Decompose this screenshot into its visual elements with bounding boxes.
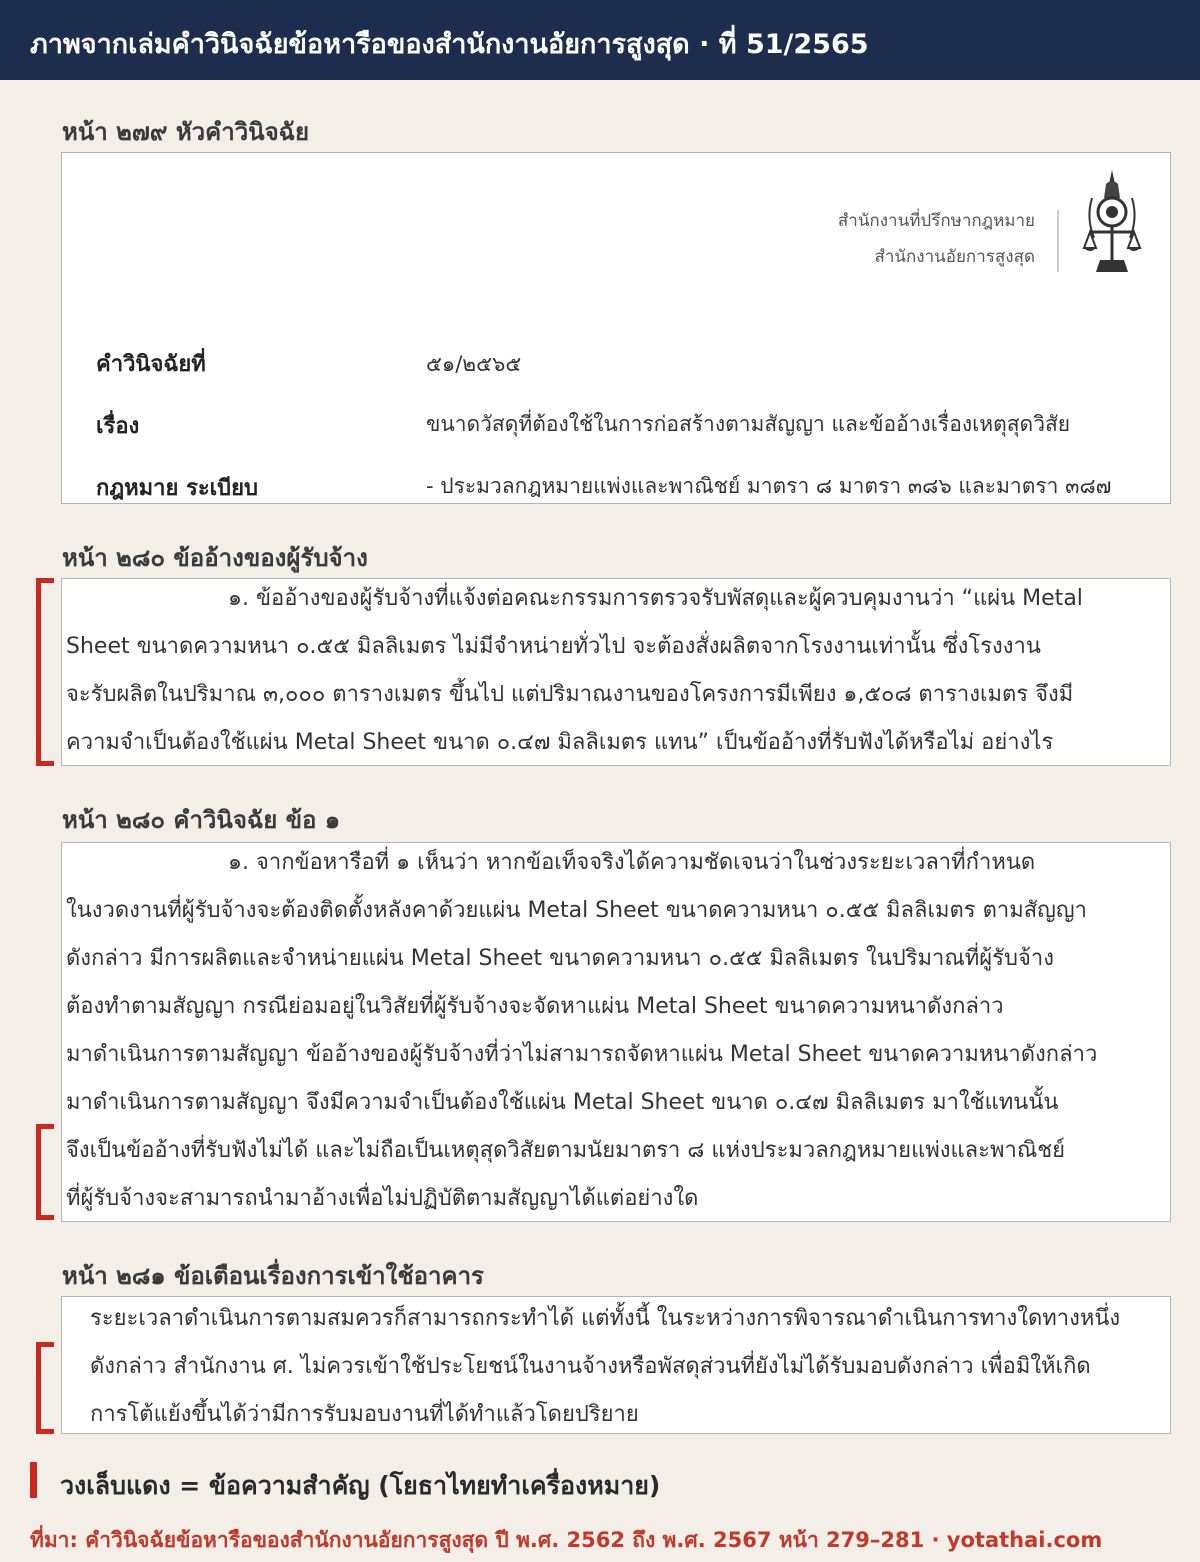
claim-line: ๑. ข้ออ้างของผู้รับจ้างที่แจ้งต่อคณะกรรมการตรวจรับพัสดุและผู้ควบคุมงานว่า “แผ่น Metal xyxy=(228,586,1083,611)
ruling-number-label: คำวินิจฉัยที่ xyxy=(96,352,206,377)
ruling-line: ๑. จากข้อหารือที่ ๑ เห็นว่า หากข้อเท็จจริงได้ความชัดเจนว่าในช่วงระยะเวลาที่กำหนด xyxy=(228,850,1036,875)
claim-line: Sheet ขนาดความหนา ๐.๕๕ มิลลิเมตร ไม่มีจำหน่ายทั่วไป จะต้องสั่งผลิตจากโรงงานเท่านั้น ซึ่งโรงงาน xyxy=(66,634,1041,659)
document-heading-box xyxy=(61,152,1171,504)
ruling-line: ต้องทำตามสัญญา กรณีย่อมอยู่ในวิสัยที่ผู้รับจ้างจะจัดหาแผ่น Metal Sheet ขนาดความหนาดังกล่าว xyxy=(66,994,1004,1019)
ruling-number-value: ๕๑/๒๕๖๕ xyxy=(426,352,522,376)
highlight-bracket xyxy=(36,578,54,766)
ruling-line: มาดำเนินการตามสัญญา ข้ออ้างของผู้รับจ้างที่ว่าไม่สามารถจัดหาแผ่น Metal Sheet ขนาดความหนาดังกล่าว xyxy=(66,1042,1098,1067)
legend-text: วงเล็บแดง = ข้อความสำคัญ (โยธาไทยทำเครื่องหมาย) xyxy=(60,1471,661,1500)
ruling-line: มาดำเนินการตามสัญญา จึงมีความจำเป็นต้องใช้แผ่น Metal Sheet ขนาด ๐.๔๗ มิลลิเมตร มาใช้แทนนั้น xyxy=(66,1090,1059,1115)
section-title-heading: หน้า ๒๗๙ หัวคำวินิจฉัย xyxy=(62,118,310,146)
subject-label: เรื่อง xyxy=(96,414,140,439)
warning-line: ระยะเวลาดำเนินการตามสมควรก็สามารถกระทำได้ แต่ทั้งนี้ ในระหว่างการพิจารณาดำเนินการทางใดทางหนึ่ง xyxy=(90,1306,1121,1331)
law-value: - ประมวลกฎหมายแพ่งและพาณิชย์ มาตรา ๘ มาตรา ๓๘๖ และมาตรา ๓๘๗ xyxy=(426,474,1112,498)
subject-value: ขนาดวัสดุที่ต้องใช้ในการก่อสร้างตามสัญญา และข้ออ้างเรื่องเหตุสุดวิสัย xyxy=(426,412,1071,436)
legend-marker xyxy=(30,1462,37,1498)
claim-line: จะรับผลิตในปริมาณ ๓,๐๐๐ ตารางเมตร ขึ้นไป แต่ปริมาณงานของโครงการมีเพียง ๑,๕๐๘ ตารางเมตร จึงมี xyxy=(66,682,1074,707)
org-name-line2: สำนักงานอัยการสูงสุด xyxy=(874,247,1035,267)
ruling-line: ที่ผู้รับจ้างจะสามารถนำมาอ้างเพื่อไม่ปฏิบัติตามสัญญาได้แต่อย่างใด xyxy=(66,1186,699,1211)
claim-line: ความจำเป็นต้องใช้แผ่น Metal Sheet ขนาด ๐.๔๗ มิลลิเมตร แทน” เป็นข้ออ้างที่รับฟังได้หรือไม่ อย่างไร xyxy=(66,730,1054,755)
page-header xyxy=(0,0,1200,80)
ruling-line: จึงเป็นข้ออ้างที่รับฟังไม่ได้ และไม่ถือเป็นเหตุสุดวิสัยตามนัยมาตรา ๘ แห่งประมวลกฎหมายแพ่งและพาณิชย์ xyxy=(66,1138,1066,1163)
org-name-line1: สำนักงานที่ปรึกษากฎหมาย xyxy=(837,211,1035,231)
section-title-ruling: หน้า ๒๘๐ คำวินิจฉัย ข้อ ๑ xyxy=(62,806,341,834)
divider xyxy=(1057,210,1059,272)
ruling-line: ในงวดงานที่ผู้รับจ้างจะต้องติดตั้งหลังคาด้วยแผ่น Metal Sheet ขนาดความหนา ๐.๕๕ มิลลิเมตร ตามสัญญา xyxy=(66,898,1088,923)
ruling-line: ดังกล่าว มีการผลิตและจำหน่ายแผ่น Metal Sheet ขนาดความหนา ๐.๕๕ มิลลิเมตร ในปริมาณที่ผู้รับจ้าง xyxy=(66,946,1054,971)
warning-line: ดังกล่าว สำนักงาน ศ. ไม่ควรเข้าใช้ประโยชน์ในงานจ้างหรือพัสดุส่วนที่ยังไม่ได้รับมอบดังกล่าว เพื่อมิให้เกิด xyxy=(90,1354,1091,1379)
justice-scales-emblem-icon xyxy=(1082,168,1142,276)
section-title-warning: หน้า ๒๘๑ ข้อเตือนเรื่องการเข้าใช้อาคาร xyxy=(62,1262,484,1290)
highlight-bracket xyxy=(36,1124,54,1220)
section-title-claim: หน้า ๒๘๐ ข้ออ้างของผู้รับจ้าง xyxy=(62,544,368,572)
warning-line: การโต้แย้งขึ้นได้ว่ามีการรับมอบงานที่ได้ทำแล้วโดยปริยาย xyxy=(90,1402,639,1427)
law-label: กฎหมาย ระเบียบ xyxy=(96,476,258,501)
source-credit: ที่มา: คำวินิจฉัยข้อหารือของสำนักงานอัยการสูงสุด ปี พ.ศ. 2562 ถึง พ.ศ. 2567 หน้า 279–281 · yotathai.com xyxy=(30,1528,1103,1552)
highlight-bracket xyxy=(36,1342,54,1434)
page-title: ภาพจากเล่มคำวินิจฉัยข้อหารือของสำนักงานอัยการสูงสุด · ที่ 51/2565 xyxy=(30,29,869,60)
